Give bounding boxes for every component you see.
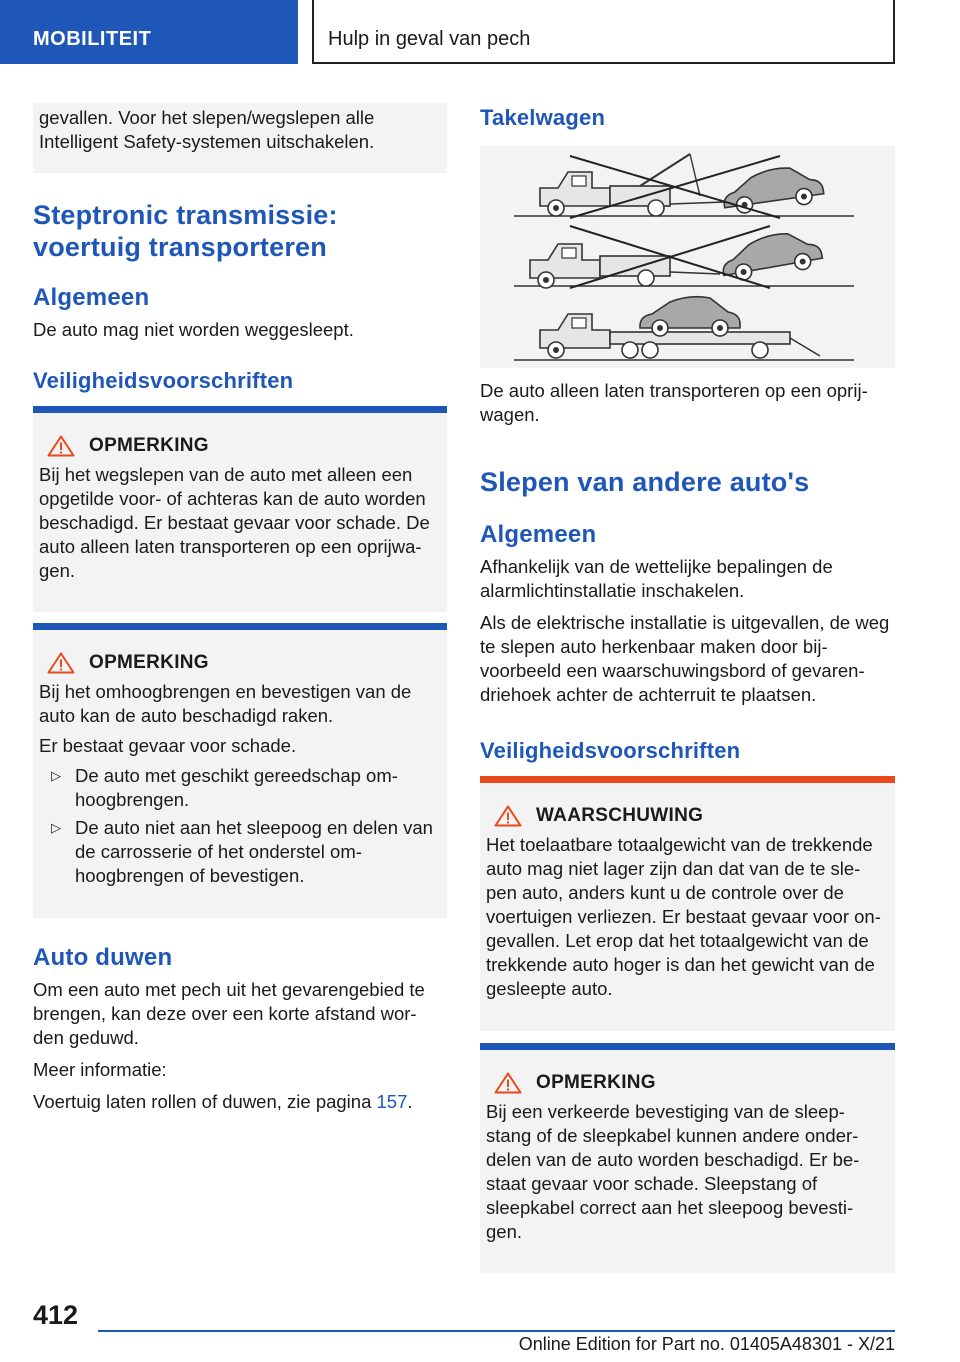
algemeen-section-left (33, 284, 447, 342)
page-number: 412 (33, 1300, 79, 1330)
algemeen-right-p2: Als de elektrische installatie is uitgevallen, de weg te slepen auto herkenbaar maken door bij-voorbeeld een waarschuwingsbord of gevaren-driehoek achter de achterruit te plaatsen. (480, 612, 890, 705)
notice-box-1 (33, 406, 447, 612)
heading-veiligheid-left: Veiligheidsvoorschriften (33, 368, 294, 393)
warning-triangle-icon (47, 652, 75, 674)
header-chapter-box (312, 0, 895, 64)
algemeen-text-left: De auto mag niet worden weggesleept. (33, 319, 354, 340)
triangle-bullet-icon: ▷ (51, 768, 61, 783)
notice-right-title: OPMERKING (536, 1072, 656, 1093)
warning-text: Het toelaatbare totaalgewicht van de trekkende auto mag niet lager zijn dan dat van de te sle-pen auto, anders kunt u de controle over de voertuigen verliezen. Er bestaat gevaar voor on-gevallen. Let erop dat het totaalgewicht van de trekkende auto hoger is dan het gewicht van de gesleepte auto. (486, 834, 881, 999)
notice-1-title: OPMERKING (89, 435, 209, 456)
cross-reference-text: Voertuig laten rollen of duwen, zie pagina (33, 1091, 372, 1112)
warning-triangle-icon (494, 805, 522, 827)
meer-info-label: Meer informatie: (33, 1059, 167, 1080)
notice-2-text-1: Bij het omhoogbrengen en bevestigen van de auto kan de auto beschadigd raken. (39, 681, 412, 726)
heading-steptronic: Steptronic transmissie: voertuig transporteren (33, 200, 338, 262)
header-section-label: MOBILITEIT (33, 28, 152, 50)
takelwagen-text-wrap (480, 379, 895, 427)
notice-2-bullet-list (39, 764, 441, 888)
notice-box-right (480, 1043, 895, 1273)
heading-auto-duwen: Auto duwen (33, 944, 173, 971)
heading-takelwagen: Takelwagen (480, 105, 606, 130)
steptronic-section (33, 199, 447, 263)
veiligheid-heading-right-wrap (480, 738, 895, 764)
towing-illustration (480, 146, 895, 368)
header-section-tab (0, 0, 298, 64)
notice-2-text-2: Er bestaat gevaar voor schade. (39, 735, 297, 756)
notice-1-text: Bij het wegslepen van de auto met alleen een opgetilde voor- of achteras kan de auto worden beschadigd. Er bestaat gevaar voor schade. De auto alleen laten transporteren op een oprijwa-gen. (39, 464, 430, 581)
algemeen-right-p1: Afhankelijk van de wettelijke bepalingen de alarmlichtinstallatie inschakelen. (480, 556, 833, 601)
notice-right-text: Bij een verkeerde bevestiging van de sleep-stang of de sleepkabel kunnen andere onder-delen van de auto worden beschadigd. Er be-staat gevaar voor schade. Sleepstang of sleepkabel correct aan het sleepoog bevesti-gen. (486, 1101, 860, 1242)
warning-triangle-icon (47, 435, 75, 457)
continued-note-text: gevallen. Voor het slepen/wegslepen alle Intelligent Safety-systemen uitschakelen. (39, 107, 375, 152)
header-chapter-label: Hulp in geval van pech (328, 28, 531, 50)
triangle-bullet-icon: ▷ (51, 820, 61, 835)
cross-reference: Voertuig laten rollen of duwen, zie pagina 157. (33, 1091, 413, 1112)
duwen-section (33, 944, 447, 1114)
notice-2-title: OPMERKING (89, 652, 209, 673)
takelwagen-heading-wrap (480, 105, 895, 131)
footer-divider (98, 1330, 895, 1332)
heading-slepen: Slepen van andere auto's (480, 467, 810, 497)
heading-veiligheid-right: Veiligheidsvoorschriften (480, 738, 741, 763)
page-157-link[interactable]: 157 (376, 1091, 408, 1112)
warning-box (480, 776, 895, 1031)
list-item: ▷ De auto niet aan het sleepoog en delen van de carrosserie of het onderstel om-hoogbrengen of bevestigen. (51, 817, 433, 886)
continued-note-box (33, 103, 447, 173)
notice-box-2 (33, 623, 447, 918)
duwen-text: Om een auto met pech uit het gevarengebied te brengen, kan deze over een korte afstand wor-den geduwd. (33, 979, 425, 1048)
list-item: ▷ De auto met geschikt gereedschap om-hoogbrengen. (51, 765, 398, 810)
algemeen-section-right (480, 521, 895, 707)
heading-algemeen-right: Algemeen (480, 521, 597, 548)
footer-edition: Online Edition for Part no. 01405A48301 - X/21 (518, 1334, 895, 1354)
heading-algemeen-left: Algemeen (33, 284, 150, 311)
warning-triangle-icon (494, 1072, 522, 1094)
takelwagen-text: De auto alleen laten transporteren op een oprij-wagen. (480, 380, 868, 425)
veiligheid-heading-left-wrap (33, 368, 447, 394)
slepen-section (480, 466, 895, 498)
warning-title: WAARSCHUWING (536, 805, 704, 826)
tow-truck-illustration-icon (480, 146, 895, 368)
